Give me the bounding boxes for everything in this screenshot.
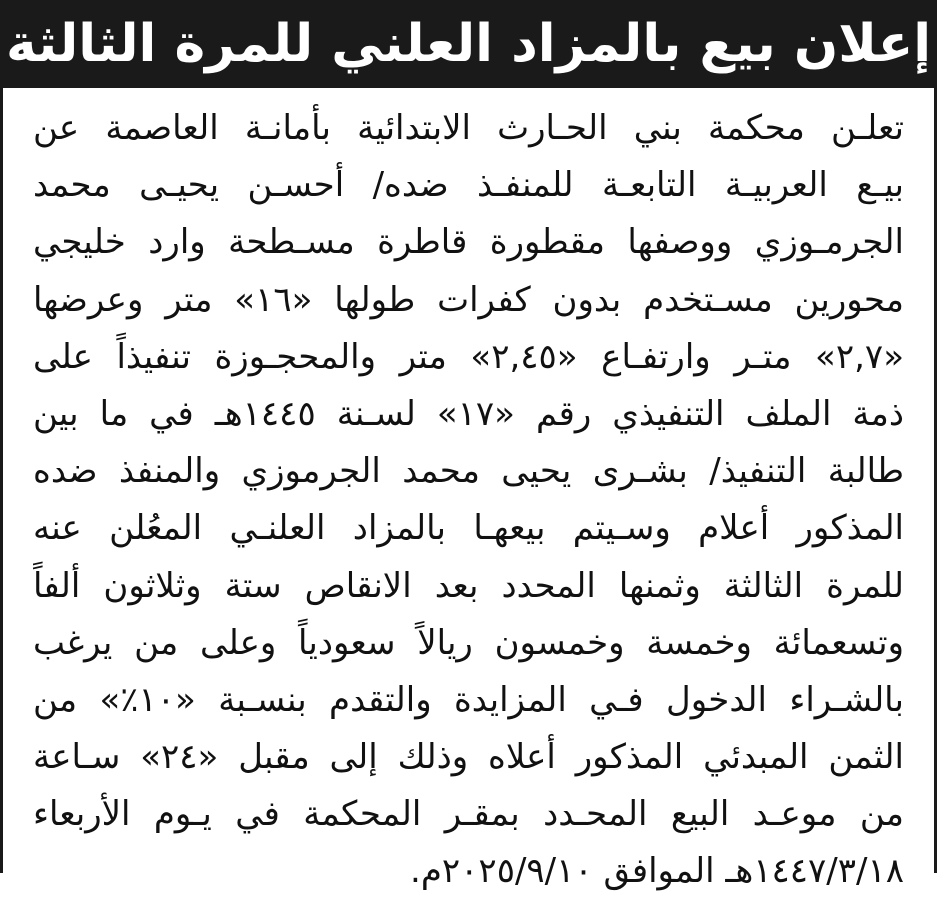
notice-line: وتسعمائة وخمسة وخمسون ريالاً سعودياً وعلى من يرغب: [33, 622, 904, 663]
notice-line: الثمن المبدئي المذكور أعلاه وذلك إلى مقبل «٢٤» سـاعة: [33, 737, 904, 778]
notice-line: محورين مسـتخدم بدون كفرات طولها «١٦» متر وعرضها: [33, 279, 904, 320]
notice-line: بيـع العربيـة التابعـة للمنفـذ ضده/ أحسـن يحيـى محمد: [33, 165, 904, 206]
notice-header: [3, 0, 934, 88]
notice-title: إعلان بيع بالمزاد العلني للمرة الثالثة: [5, 14, 932, 74]
notice-line: المذكور أعلام وسـيتم بيعهـا بالمزاد العلنـي المعُلن عنه: [33, 508, 904, 549]
notice-line: طالبة التنفيذ/ بشـرى يحيى محمد الجرموزي والمنفذ ضده: [33, 451, 904, 492]
notice-line: الجرمـوزي ووصفها مقطورة قاطرة مسـطحة وارد خليجي: [33, 222, 904, 263]
notice-line: للمرة الثالثة وثمنها المحدد بعد الانقاص ستة وثلاثون ألفاً: [33, 565, 904, 606]
notice-line: من موعـد البيع المحـدد بمقـر المحكمة في يـوم الأربعاء: [33, 794, 904, 835]
notice-line: «٢,٧» متـر وارتفـاع «٢,٤٥» متر والمحجـوزة تنفيذاً على: [33, 336, 904, 377]
notice-line: تعلـن محكمة بني الحـارث الابتدائية بأمانـة العاصمة عن: [33, 108, 904, 148]
notice-line: بالشـراء الدخول فـي المزايدة والتقدم بنسـبة «١٠٪» من: [33, 679, 904, 720]
notice-line-closing-date: ١٤٤٧/٣/١٨هـ الموافق ٢٠٢٥/٩/١٠م.: [410, 851, 904, 892]
notice-line: ذمة الملف التنفيذي رقم «١٧» لسـنة ١٤٤٥هـ في ما بين: [33, 393, 904, 434]
notice-body: [33, 100, 904, 901]
